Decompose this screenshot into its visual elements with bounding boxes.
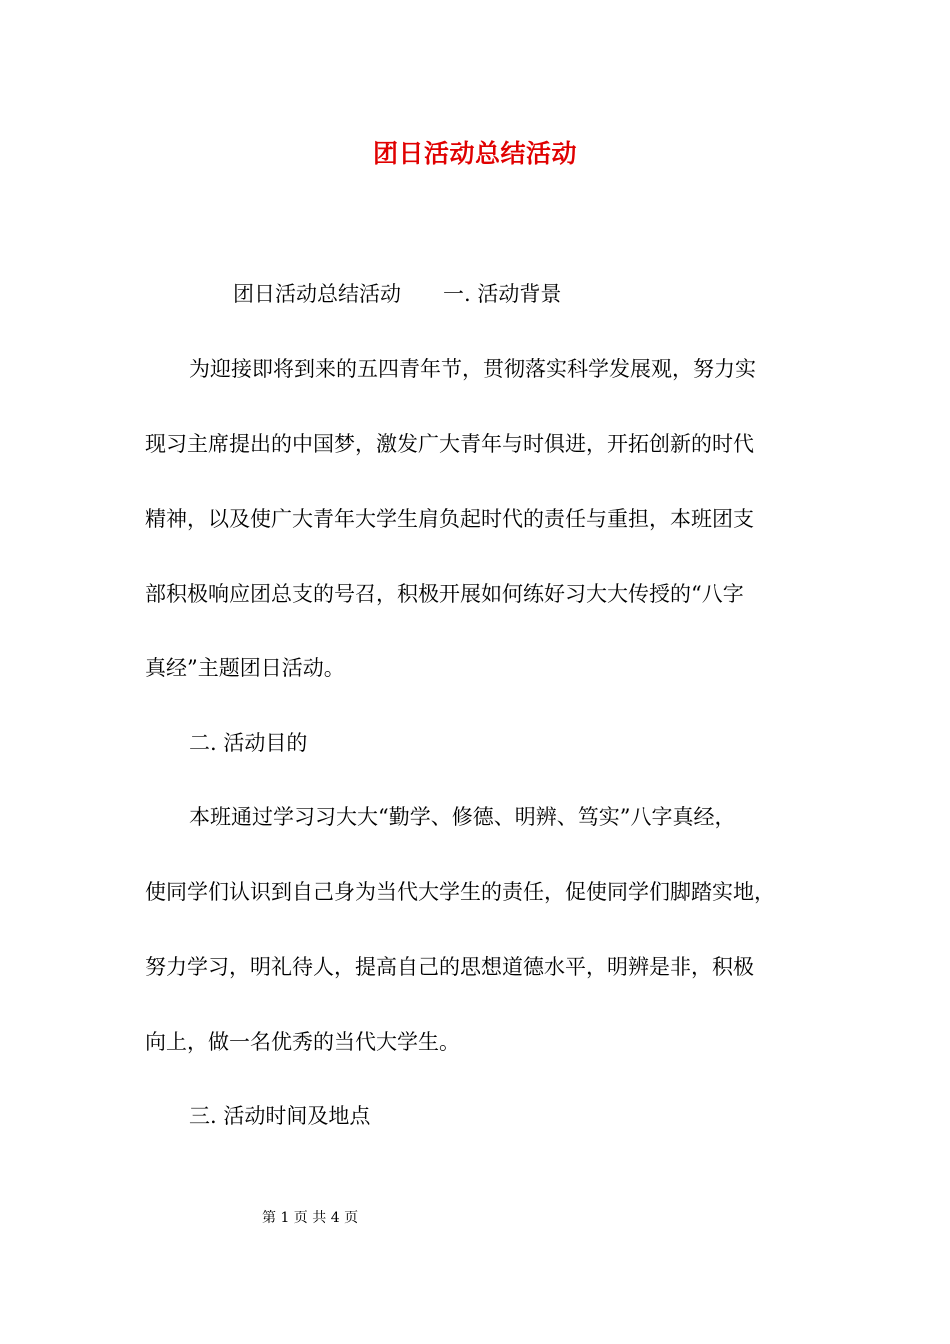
paragraph-line: 现习主席提出的中国梦，激发广大青年与时俱进，开拓创新的时代 — [145, 432, 754, 456]
paragraph-line: 精神，以及使广大青年大学生肩负起时代的责任与重担，本班团支 — [145, 507, 754, 531]
page-footer: 第 1 页 共 4 页 — [262, 1210, 359, 1226]
paragraph-line: 努力学习，明礼待人，提高自己的思想道德水平，明辨是非，积极 — [145, 955, 754, 979]
paragraph-line: 本班通过学习习大大“勤学、修德、明辨、笃实”八字真经， — [189, 805, 736, 829]
paragraph-line: 使同学们认识到自己身为当代大学生的责任，促使同学们脚踏实地， — [145, 880, 775, 904]
document-title: 团日活动总结活动 — [372, 139, 577, 168]
section-heading: 二. 活动目的 — [189, 731, 308, 755]
paragraph-line: 部积极响应团总支的号召，积极开展如何练好习大大传授的“八字 — [145, 582, 744, 606]
section-heading: 三. 活动时间及地点 — [189, 1104, 371, 1128]
paragraph-line: 向上，做一名优秀的当代大学生。 — [145, 1030, 460, 1054]
paragraph-line: 团日活动总结活动 一. 活动背景 — [233, 282, 562, 306]
paragraph-line: 为迎接即将到来的五四青年节，贯彻落实科学发展观，努力实 — [189, 357, 756, 381]
paragraph-line: 真经”主题团日活动。 — [145, 656, 345, 680]
